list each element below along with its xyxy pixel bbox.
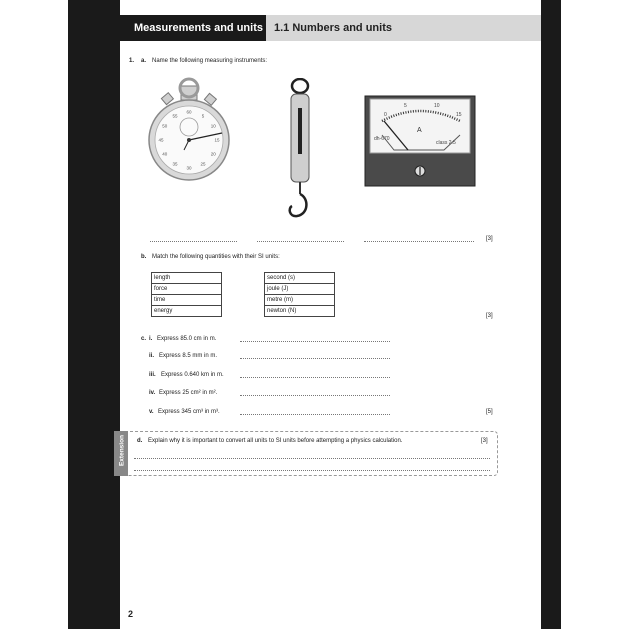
quantities-table [151,272,222,317]
stopwatch-tick-label: 20 [210,151,216,157]
stopwatch-tick-label: 60 [186,109,192,115]
scale-15: 15 [456,112,462,118]
part-c-i-text: Express 85.0 cm in m. [157,336,217,342]
stopwatch-icon [148,76,230,184]
answer-line-c-v[interactable] [240,414,390,415]
part-a-letter: a. [141,58,147,64]
answer-line-a1[interactable] [150,241,237,242]
spring-balance-icon [283,78,317,228]
stopwatch-tick-label: 10 [210,123,216,129]
marks-d: [3] [481,438,488,444]
ammeter-brand: dh-670 [374,136,390,142]
quantity-cell[interactable]: time [152,295,222,306]
section-header: Measurements and units [68,15,266,41]
part-c-v-text: Express 345 cm³ in m³. [158,409,220,415]
ammeter-unit: A [417,127,422,134]
extension-tab [114,431,128,476]
stopwatch-tick-label: 35 [172,161,178,167]
answer-line-c-iv[interactable] [240,395,390,396]
answer-line-c-i[interactable] [240,341,390,342]
marks-a: [3] [486,236,493,242]
extension-label: Extension [118,434,126,467]
part-c-letter: c. [141,336,147,342]
stopwatch-tick-label: 25 [200,161,206,167]
si-units-table [264,272,335,317]
marks-c: [5] [486,409,493,415]
answer-line-a3[interactable] [364,241,474,242]
stopwatch-tick-label: 55 [172,113,178,119]
right-binding-bar [541,0,561,629]
ammeter-class: class 2.5 [436,140,456,146]
marks-b: [3] [486,313,493,319]
left-binding-bar [68,0,120,629]
unit-cell[interactable]: newton (N) [265,306,335,317]
answer-line-d2[interactable] [134,470,490,471]
stopwatch-tick-label: 50 [162,123,168,129]
part-b-prompt: Match the following quantities with their SI units: [152,254,280,260]
part-b-letter: b. [141,254,147,260]
unit-cell[interactable]: second (s) [265,273,335,284]
answer-line-d1[interactable] [134,458,490,459]
part-a-prompt: Name the following measuring instruments: [152,58,268,64]
scale-5: 5 [404,103,407,109]
part-c-iv-text: Express 25 cm² in m². [159,390,218,396]
part-c-v-num: v. [149,409,154,415]
stopwatch-tick-label: 15 [214,137,220,143]
unit-cell[interactable]: metre (m) [265,295,335,306]
part-c-iv-num: iv. [149,390,156,396]
answer-line-a2[interactable] [257,241,344,242]
part-c-iii-num: iii. [149,372,156,378]
quantity-cell[interactable]: length [152,273,222,284]
part-d-letter: d. [137,438,143,444]
part-c-ii-text: Express 8.5 mm in m. [159,353,218,359]
scale-10: 10 [434,103,440,109]
answer-line-c-iii[interactable] [240,377,390,378]
part-c-iii-text: Express 0.640 km in m. [161,372,224,378]
topic-header: 1.1 Numbers and units [266,15,541,41]
unit-cell[interactable]: joule (J) [265,284,335,295]
scale-0: 0 [384,112,387,118]
part-d-prompt: Explain why it is important to convert all units to SI units before attempting a physics calculation. [148,438,403,444]
question-number: 1. [129,58,135,64]
stopwatch-tick-label: 30 [186,165,192,171]
quantity-cell[interactable]: force [152,284,222,295]
part-c-ii-num: ii. [149,353,155,359]
page-margin [0,0,68,629]
page-number: 2 [128,609,134,619]
stopwatch-tick-label: 45 [158,137,164,143]
stopwatch-tick-label: 5 [201,113,205,119]
answer-line-c-ii[interactable] [240,358,390,359]
ammeter-icon [364,95,476,187]
part-c-i-num: i. [149,336,153,342]
quantity-cell[interactable]: energy [152,306,222,317]
stopwatch-tick-label: 40 [162,151,168,157]
